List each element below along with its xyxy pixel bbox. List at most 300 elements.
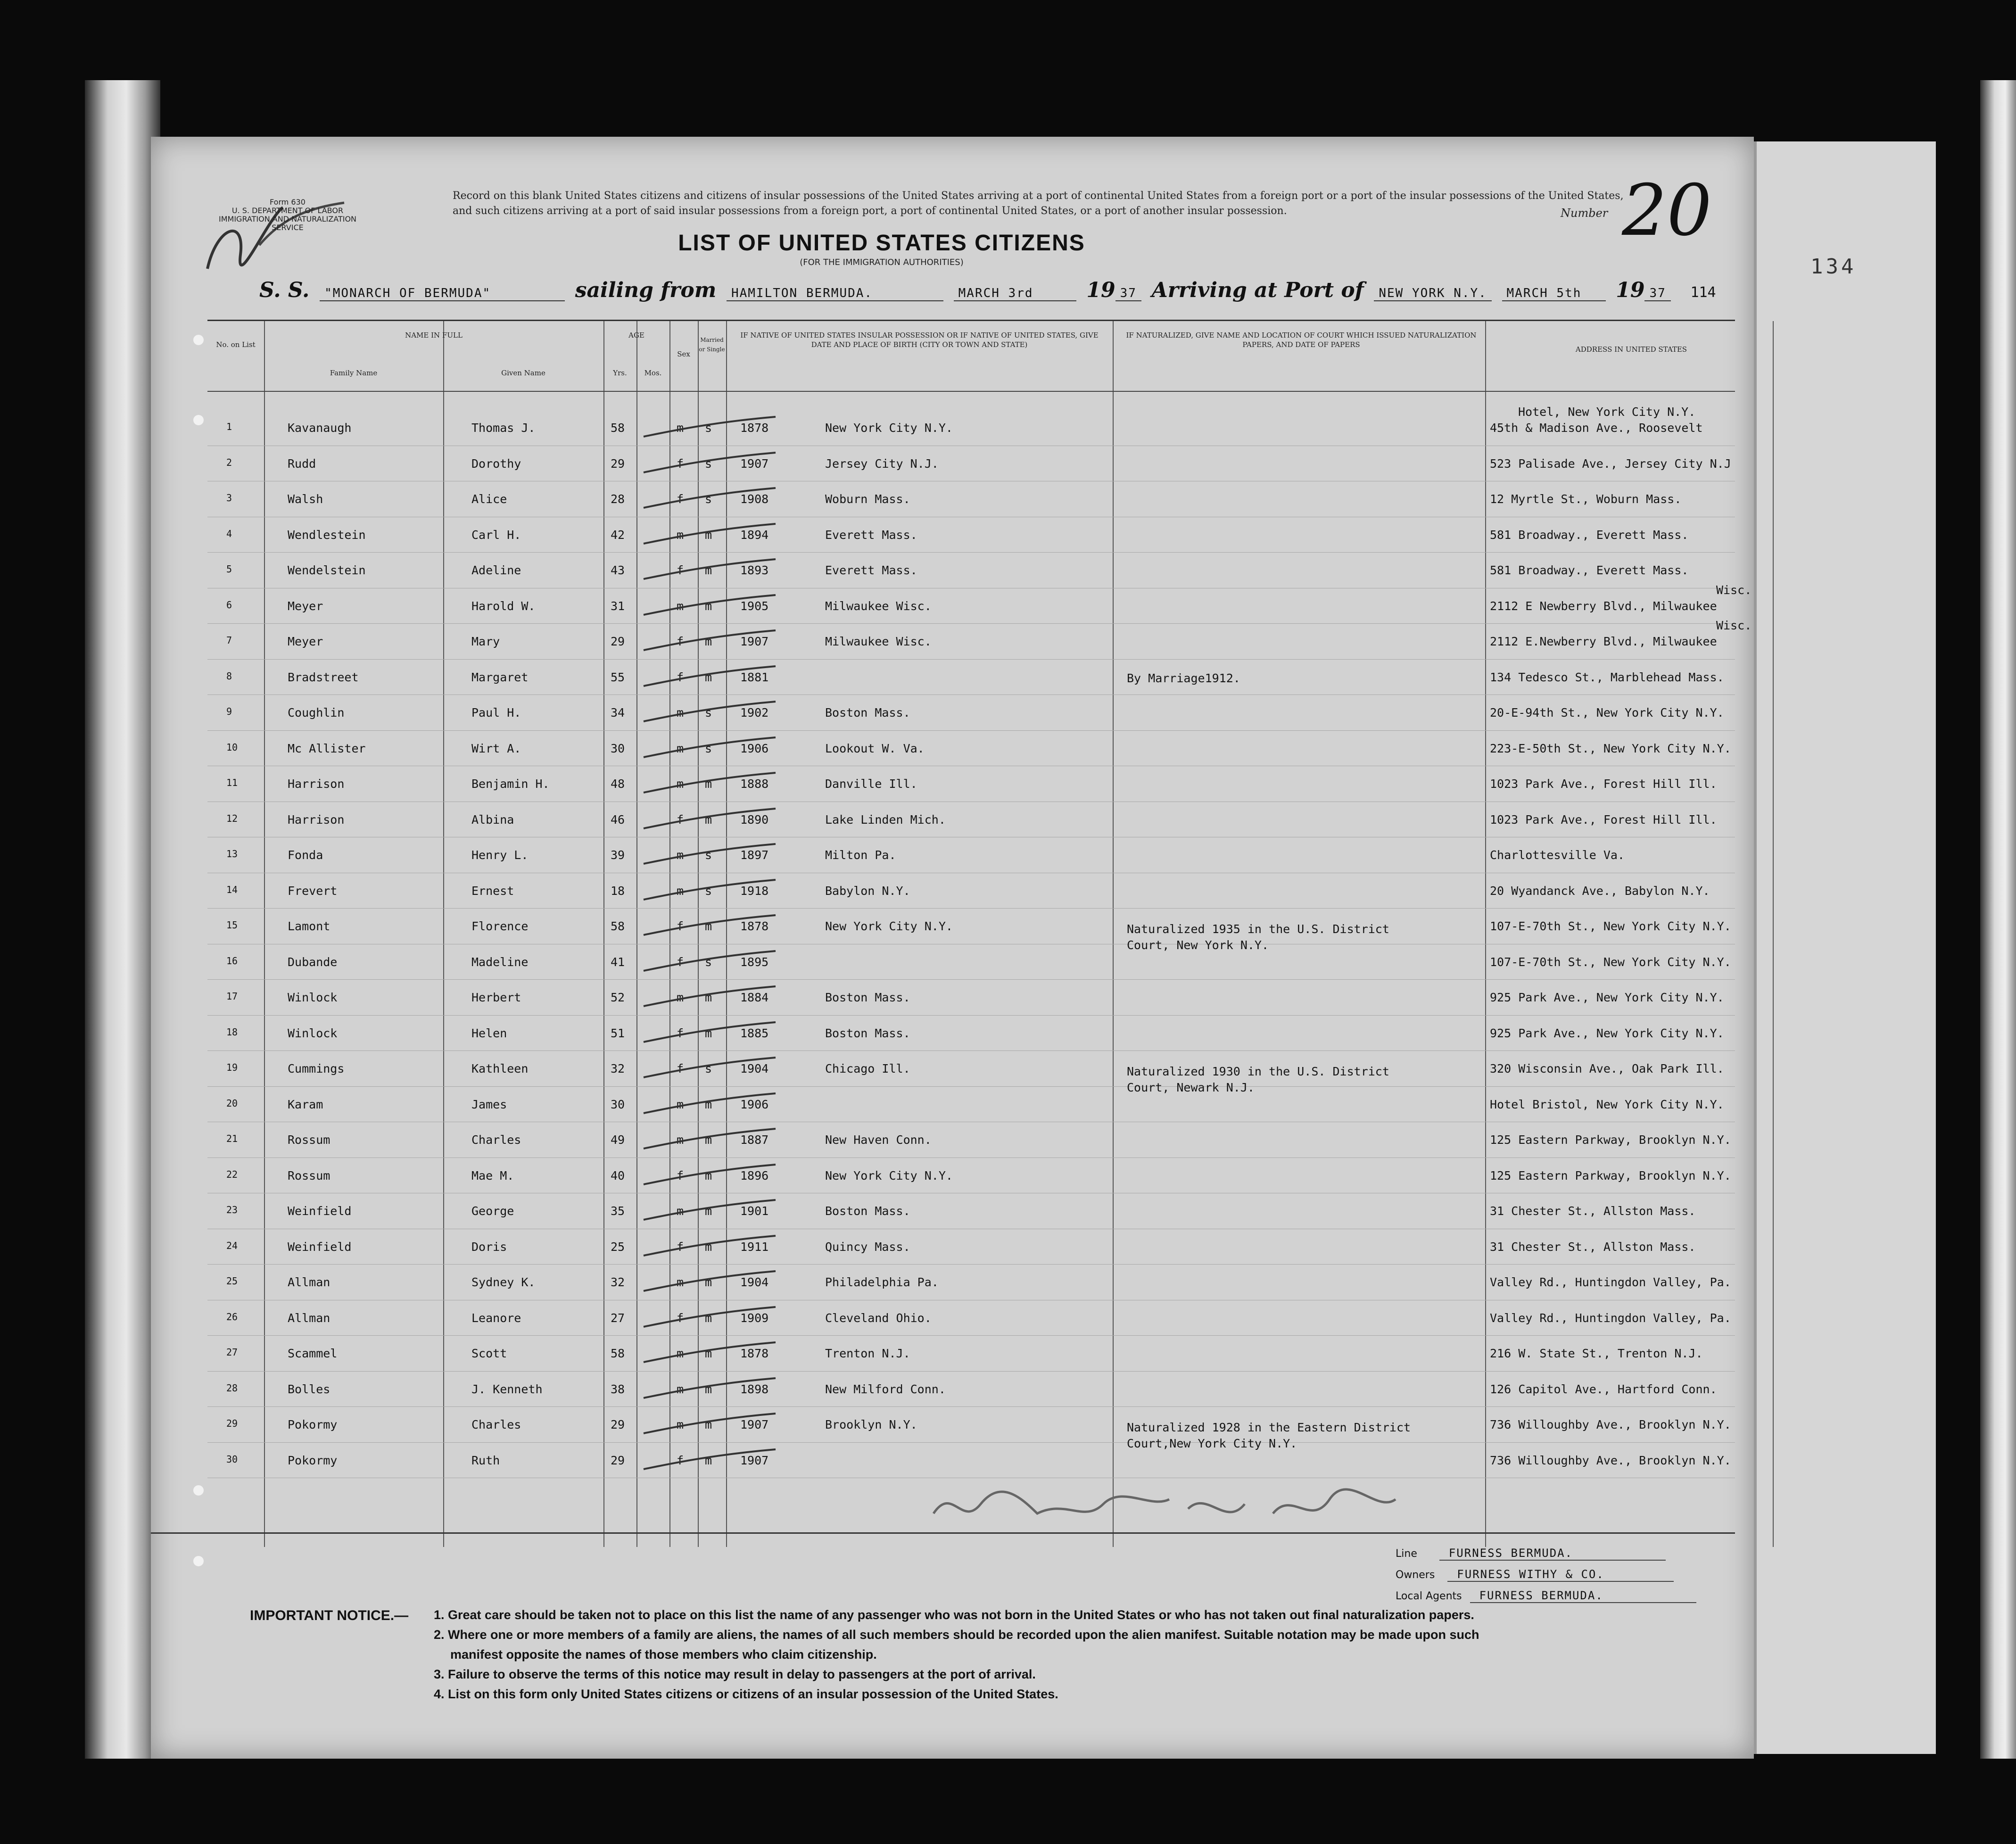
row-no: 4	[226, 528, 232, 539]
row-family-name: Rossum	[288, 1133, 330, 1147]
row-family-name: Scammel	[288, 1347, 338, 1360]
back-page-number: 134	[1810, 255, 1857, 279]
arriving-label: Arriving at Port of	[1151, 278, 1364, 302]
punch-hole	[193, 415, 204, 425]
row-no: 20	[226, 1097, 238, 1109]
row-sex: m	[677, 777, 684, 791]
row-no: 13	[226, 848, 238, 860]
table-row	[207, 482, 1735, 517]
binder-strip-right	[1980, 80, 2016, 1759]
row-sex: m	[677, 421, 684, 435]
row-birth-place: Milwaukee Wisc.	[825, 599, 932, 613]
row-birth-year: 1908	[740, 492, 769, 506]
row-birth-year: 1904	[740, 1062, 769, 1075]
line-label: Line	[1396, 1548, 1417, 1560]
row-birth-place: Boston Mass.	[825, 991, 910, 1004]
row-sex: f	[677, 812, 684, 827]
row-naturalization: Naturalized 1928 in the Eastern District Court,New York City N.Y.	[1127, 1420, 1411, 1450]
departure-year: 37	[1115, 286, 1141, 301]
row-address: 107-E-70th St., New York City N.Y.	[1490, 919, 1731, 933]
row-birth-year: 1884	[740, 991, 769, 1004]
row-sex: f	[677, 1453, 684, 1467]
row-given-name: Doris	[471, 1240, 507, 1254]
row-sex: m	[677, 991, 684, 1004]
row-sex: m	[677, 741, 684, 755]
check-mark	[639, 1125, 780, 1153]
table-row	[207, 1301, 1735, 1336]
row-address: 20-E-94th St., New York City N.Y.	[1490, 706, 1724, 719]
header-yrs: Yrs.	[613, 369, 627, 377]
record-instruction: Record on this blank United States citizens and citizens of insular possessions of the United States arriving at a port of continental United States from a foreign port or a port of the insular possessions of the United States, and such citizens arriving at a port of said insular possessions from a foreign port, a port of continental United States, or a port of another insular possession.	[453, 190, 1624, 217]
row-family-name: Rossum	[288, 1168, 330, 1182]
row-birth-place: New York City N.Y.	[825, 919, 953, 933]
header-name-in-full: NAME IN FULL	[405, 331, 463, 339]
row-no: 25	[226, 1275, 238, 1287]
row-age: 49	[611, 1133, 625, 1147]
row-family-name: Karam	[288, 1097, 323, 1111]
passenger-table	[207, 320, 1752, 1547]
header-age: AGE	[628, 331, 644, 339]
row-marital: s	[705, 456, 712, 471]
check-mark	[639, 520, 780, 548]
row-address: 320 Wisconsin Ave., Oak Park Ill.	[1490, 1062, 1724, 1075]
row-birth-place: Lookout W. Va.	[825, 741, 925, 755]
row-age: 27	[611, 1311, 625, 1325]
row-birth-place: Everett Mass.	[825, 528, 917, 542]
notice-item-4: 4. List on this form only United States citizens or citizens of an insular possession of the United States.	[434, 1687, 1058, 1701]
check-mark	[639, 947, 780, 976]
form-service: IMMIGRATION AND NATURALIZATION SERVICE	[219, 215, 356, 232]
row-birth-year: 1878	[740, 1347, 769, 1360]
table-row	[207, 1016, 1735, 1051]
check-mark	[639, 1374, 780, 1403]
row-sex: m	[677, 1275, 684, 1289]
form-id	[217, 198, 358, 232]
row-family-name: Winlock	[288, 1026, 338, 1040]
row-age: 42	[611, 528, 625, 542]
row-sex: f	[677, 563, 684, 577]
row-sex: m	[677, 1382, 684, 1396]
row-sex: m	[677, 599, 684, 613]
table-row	[207, 1158, 1735, 1194]
row-family-name: Bolles	[288, 1382, 330, 1396]
row-birth-place: Lake Linden Mich.	[825, 812, 946, 827]
row-given-name: Helen	[471, 1026, 507, 1040]
row-sex: f	[677, 919, 684, 933]
row-given-name: Charles	[471, 1418, 521, 1431]
row-birth-year: 1907	[740, 635, 769, 648]
row-no: 22	[226, 1168, 238, 1180]
row-age: 51	[611, 1026, 625, 1040]
row-no: 27	[226, 1347, 238, 1358]
row-age: 30	[611, 1097, 625, 1111]
row-no: 24	[226, 1240, 238, 1251]
check-mark	[639, 1303, 780, 1331]
check-mark	[639, 484, 780, 513]
row-sex: f	[677, 670, 684, 684]
row-birth-year: 1895	[740, 955, 769, 969]
page-subtitle: (FOR THE IMMIGRATION AUTHORITIES)	[800, 257, 964, 267]
row-given-name: Charles	[471, 1133, 521, 1147]
row-family-name: Pokormy	[288, 1453, 338, 1467]
check-mark	[639, 1196, 780, 1224]
check-mark	[639, 1054, 780, 1082]
row-no: 16	[226, 955, 238, 967]
row-family-name: Allman	[288, 1275, 330, 1289]
row-given-name: Harold W.	[471, 599, 536, 613]
row-given-name: J. Kenneth	[471, 1382, 543, 1396]
row-address: 2112 E.Newberry Blvd., Milwaukee	[1490, 635, 1717, 648]
row-age: 32	[611, 1062, 625, 1075]
row-birth-year: 1901	[740, 1204, 769, 1218]
row-sex: f	[677, 1168, 684, 1182]
row-marital: m	[705, 919, 712, 933]
notice-item-3: 3. Failure to observe the terms of this notice may result in delay to passengers at the port of arrival.	[434, 1667, 1036, 1681]
row-given-name: Madeline	[471, 955, 529, 969]
row-no: 11	[226, 777, 238, 788]
row-rule	[207, 1264, 1735, 1265]
row-family-name: Cummings	[288, 1062, 345, 1075]
row-address: Hotel Bristol, New York City N.Y.	[1490, 1097, 1724, 1111]
row-age: 30	[611, 741, 625, 755]
row-birth-year: 1878	[740, 421, 769, 435]
number-value: 20	[1622, 170, 1712, 252]
inspector-signature	[924, 1480, 1452, 1532]
table-row	[207, 1194, 1735, 1229]
punch-hole	[193, 1485, 204, 1496]
row-address: 45th & Madison Ave., Roosevelt	[1490, 421, 1703, 435]
ss-label: S. S.	[259, 278, 310, 302]
agents-value: FURNESS BERMUDA.	[1470, 1589, 1696, 1603]
row-birth-place: Philadelphia Pa.	[825, 1275, 939, 1289]
row-birth-year: 1878	[740, 919, 769, 933]
row-marital: m	[705, 1311, 712, 1325]
check-mark	[639, 840, 780, 868]
row-no: 23	[226, 1204, 238, 1216]
row-no: 2	[226, 456, 232, 468]
row-address: 736 Willoughby Ave., Brooklyn N.Y.	[1490, 1453, 1731, 1467]
form-department: U. S. DEPARTMENT OF LABOR	[231, 206, 344, 215]
row-family-name: Meyer	[288, 635, 323, 648]
row-age: 32	[611, 1275, 625, 1289]
manifest-sheet	[151, 137, 1754, 1759]
row-birth-year: 1911	[740, 1240, 769, 1254]
check-mark	[639, 662, 780, 691]
row-birth-year: 1894	[740, 528, 769, 542]
row-rule	[207, 1050, 1735, 1051]
row-age: 52	[611, 991, 625, 1004]
row-no: 14	[226, 884, 238, 895]
row-birth-place: Brooklyn N.Y.	[825, 1418, 917, 1431]
row-address-continued: Wisc.	[1716, 583, 1752, 597]
row-age: 46	[611, 812, 625, 827]
row-address: 523 Palisade Ave., Jersey City N.J	[1490, 456, 1731, 471]
header-no: No. on List	[216, 340, 256, 349]
line-value: FURNESS BERMUDA.	[1439, 1546, 1666, 1561]
row-birth-year: 1918	[740, 884, 769, 898]
binder-strip-left	[85, 80, 160, 1759]
row-marital: m	[705, 563, 712, 577]
header-sex: Sex	[677, 350, 690, 358]
row-given-name: Albina	[471, 812, 514, 827]
row-given-name: Kathleen	[471, 1062, 529, 1075]
header-married-single: Married or Single	[699, 337, 725, 353]
table-bottom-rule	[151, 1532, 1735, 1534]
arrival-date: MARCH 5th	[1502, 286, 1606, 301]
row-birth-place: Woburn Mass.	[825, 492, 910, 506]
row-given-name: Sydney K.	[471, 1275, 536, 1289]
row-address: 31 Chester St., Allston Mass.	[1490, 1240, 1696, 1254]
row-birth-year: 1907	[740, 456, 769, 471]
row-address: 581 Broadway., Everett Mass.	[1490, 528, 1689, 542]
row-sex: m	[677, 706, 684, 719]
row-marital: s	[705, 421, 712, 435]
table-row	[207, 838, 1735, 873]
row-birth-year: 1888	[740, 777, 769, 791]
row-family-name: Weinfield	[288, 1204, 352, 1218]
row-marital: m	[705, 670, 712, 684]
row-rule	[207, 979, 1735, 980]
back-page	[1754, 141, 1936, 1754]
row-age: 29	[611, 456, 625, 471]
row-address: 925 Park Ave., New York City N.Y.	[1490, 1026, 1724, 1040]
row-birth-place: Milwaukee Wisc.	[825, 635, 932, 648]
row-age: 25	[611, 1240, 625, 1254]
table-row	[207, 553, 1735, 588]
row-birth-place: Everett Mass.	[825, 563, 917, 577]
row-family-name: Rudd	[288, 456, 316, 471]
row-sex: f	[677, 635, 684, 648]
row-family-name: Allman	[288, 1311, 330, 1325]
row-age: 43	[611, 563, 625, 577]
row-address-continued: Wisc.	[1716, 619, 1752, 632]
row-birth-year: 1896	[740, 1168, 769, 1182]
row-address: 31 Chester St., Allston Mass.	[1490, 1204, 1696, 1218]
row-given-name: Paul H.	[471, 706, 521, 719]
row-naturalization: Naturalized 1930 in the U.S. District Court, Newark N.J.	[1127, 1064, 1389, 1094]
row-family-name: Dubande	[288, 955, 338, 969]
row-given-name: Leanore	[471, 1311, 521, 1325]
row-no: 18	[226, 1026, 238, 1038]
row-birth-year: 1905	[740, 599, 769, 613]
row-no: 12	[226, 812, 238, 824]
check-mark	[639, 555, 780, 584]
row-no: 5	[226, 563, 232, 575]
departure-year-prefix: 19	[1086, 278, 1115, 302]
row-sex: m	[677, 848, 684, 862]
row-family-name: Mc Allister	[288, 741, 366, 755]
row-address: 223-E-50th St., New York City N.Y.	[1490, 741, 1731, 755]
row-age: 18	[611, 884, 625, 898]
row-age: 35	[611, 1204, 625, 1218]
table-row	[207, 1230, 1735, 1265]
row-birth-place: Trenton N.J.	[825, 1347, 910, 1360]
header-mos: Mos.	[644, 369, 662, 377]
row-age: 58	[611, 919, 625, 933]
row-marital: m	[705, 599, 712, 613]
row-family-name: Fonda	[288, 848, 323, 862]
row-marital: m	[705, 991, 712, 1004]
row-age: 38	[611, 1382, 625, 1396]
check-mark	[639, 698, 780, 726]
row-birth-place: Danville Ill.	[825, 777, 917, 791]
check-mark	[639, 911, 780, 940]
row-rule	[207, 1015, 1735, 1016]
row-rule	[207, 659, 1735, 660]
row-birth-year: 1906	[740, 741, 769, 755]
row-no: 6	[226, 599, 232, 611]
row-marital: m	[705, 777, 712, 791]
row-marital: m	[705, 635, 712, 648]
check-mark	[639, 983, 780, 1011]
table-row	[207, 1265, 1735, 1300]
table-row	[207, 909, 1735, 944]
row-address: 1023 Park Ave., Forest Hill Ill.	[1490, 777, 1717, 791]
row-family-name: Lamont	[288, 919, 330, 933]
check-mark	[639, 1267, 780, 1296]
table-row	[207, 980, 1735, 1016]
row-rule	[207, 1335, 1735, 1336]
row-rule	[207, 1086, 1735, 1087]
table-row	[207, 660, 1735, 695]
arrival-port: NEW YORK N.Y.	[1374, 286, 1492, 301]
table-row	[207, 1051, 1735, 1087]
row-no: 1	[226, 421, 232, 432]
row-sex: m	[677, 1204, 684, 1218]
table-row	[207, 447, 1735, 482]
row-marital: m	[705, 1275, 712, 1289]
agents-field	[1396, 1589, 1696, 1603]
ship-name: "MONARCH OF BERMUDA"	[320, 286, 565, 301]
row-marital: m	[705, 812, 712, 827]
row-age: 58	[611, 1347, 625, 1360]
row-no: 9	[226, 706, 232, 717]
row-family-name: Harrison	[288, 777, 345, 791]
row-address: 216 W. State St., Trenton N.J.	[1490, 1347, 1703, 1360]
row-no: 3	[226, 492, 232, 504]
row-birth-place: Boston Mass.	[825, 1026, 910, 1040]
row-birth-place: Chicago Ill.	[825, 1062, 910, 1075]
row-marital: m	[705, 1097, 712, 1111]
header-given-name: Given Name	[501, 369, 545, 377]
row-given-name: James	[471, 1097, 507, 1111]
check-mark	[639, 805, 780, 833]
row-no: 10	[226, 741, 238, 753]
row-naturalization: Naturalized 1935 in the U.S. District Court, New York N.Y.	[1127, 922, 1389, 952]
header-address: ADDRESS IN UNITED STATES	[1575, 345, 1687, 354]
row-marital: s	[705, 848, 712, 862]
row-birth-place: New York City N.Y.	[825, 421, 953, 435]
form-number: Form 630	[270, 198, 306, 207]
row-sex: f	[677, 1062, 684, 1075]
row-birth-year: 1881	[740, 670, 769, 684]
row-rule	[207, 1406, 1735, 1407]
row-marital: m	[705, 1240, 712, 1254]
row-birth-year: 1902	[740, 706, 769, 719]
row-age: 58	[611, 421, 625, 435]
row-given-name: Mary	[471, 635, 500, 648]
row-sex: f	[677, 456, 684, 471]
row-address-continued: Hotel, New York City N.Y.	[1518, 405, 1696, 419]
check-mark	[639, 449, 780, 477]
table-row	[207, 767, 1735, 802]
table-row	[207, 1123, 1735, 1158]
row-address: 12 Myrtle St., Woburn Mass.	[1490, 492, 1682, 506]
row-naturalization: By Marriage1912.	[1127, 671, 1240, 685]
row-given-name: George	[471, 1204, 514, 1218]
row-no: 21	[226, 1133, 238, 1144]
row-age: 39	[611, 848, 625, 862]
table-row	[207, 1372, 1735, 1407]
owners-value: FURNESS WITHY & CO.	[1447, 1568, 1674, 1582]
row-sex: m	[677, 1133, 684, 1147]
check-mark	[639, 734, 780, 762]
row-family-name: Kavanaugh	[288, 421, 352, 435]
row-address: 107-E-70th St., New York City N.Y.	[1490, 955, 1731, 969]
row-birth-place: New Milford Conn.	[825, 1382, 946, 1396]
row-address: 126 Capitol Ave., Hartford Conn.	[1490, 1382, 1717, 1396]
voyage-line	[259, 278, 1716, 302]
row-rule	[207, 908, 1735, 909]
row-birth-place: Boston Mass.	[825, 1204, 910, 1218]
row-family-name: Weinfield	[288, 1240, 352, 1254]
row-address: 2112 E Newberry Blvd., Milwaukee	[1490, 599, 1717, 613]
row-birth-place: Boston Mass.	[825, 706, 910, 719]
row-birth-year: 1898	[740, 1382, 769, 1396]
punch-hole	[193, 1556, 204, 1566]
agents-label: Local Agents	[1396, 1590, 1462, 1602]
sailing-label: sailing from	[575, 278, 717, 302]
arrival-year-prefix: 19	[1616, 278, 1645, 302]
row-sex: m	[677, 884, 684, 898]
notice-heading: IMPORTANT NOTICE.—	[250, 1608, 409, 1623]
row-given-name: Mae M.	[471, 1168, 514, 1182]
row-given-name: Carl H.	[471, 528, 521, 542]
row-given-name: Florence	[471, 919, 529, 933]
row-given-name: Ruth	[471, 1453, 500, 1467]
row-no: 19	[226, 1062, 238, 1073]
row-age: 48	[611, 777, 625, 791]
row-family-name: Winlock	[288, 991, 338, 1004]
check-mark	[639, 769, 780, 797]
row-marital: m	[705, 1418, 712, 1431]
row-address: 125 Eastern Parkway, Brooklyn N.Y.	[1490, 1133, 1731, 1147]
row-birth-place: Quincy Mass.	[825, 1240, 910, 1254]
row-address: Valley Rd., Huntingdon Valley, Pa.	[1490, 1311, 1731, 1325]
check-mark	[639, 591, 780, 620]
table-row	[207, 802, 1735, 838]
row-address: Charlottesville Va.	[1490, 848, 1625, 862]
table-row	[207, 731, 1735, 767]
row-birth-year: 1907	[740, 1418, 769, 1431]
row-sex: f	[677, 1311, 684, 1325]
check-mark	[639, 1018, 780, 1047]
table-row	[207, 1407, 1735, 1443]
row-birth-place: New York City N.Y.	[825, 1168, 953, 1182]
header-naturalized: IF NATURALIZED, GIVE NAME AND LOCATION OF COURT WHICH ISSUED NATURALIZATION PAPERS, AND DATE OF PAPERS	[1126, 331, 1477, 349]
row-birth-year: 1887	[740, 1133, 769, 1147]
number-label: Number	[1561, 207, 1608, 220]
table-row	[207, 1336, 1735, 1372]
row-family-name: Bradstreet	[288, 670, 359, 684]
row-sex: m	[677, 1097, 684, 1111]
page-title: LIST OF UNITED STATES CITIZENS	[678, 231, 1085, 256]
row-sex: f	[677, 955, 684, 969]
table-row	[207, 405, 1735, 446]
row-no: 30	[226, 1453, 238, 1465]
row-no: 28	[226, 1382, 238, 1394]
row-family-name: Meyer	[288, 599, 323, 613]
